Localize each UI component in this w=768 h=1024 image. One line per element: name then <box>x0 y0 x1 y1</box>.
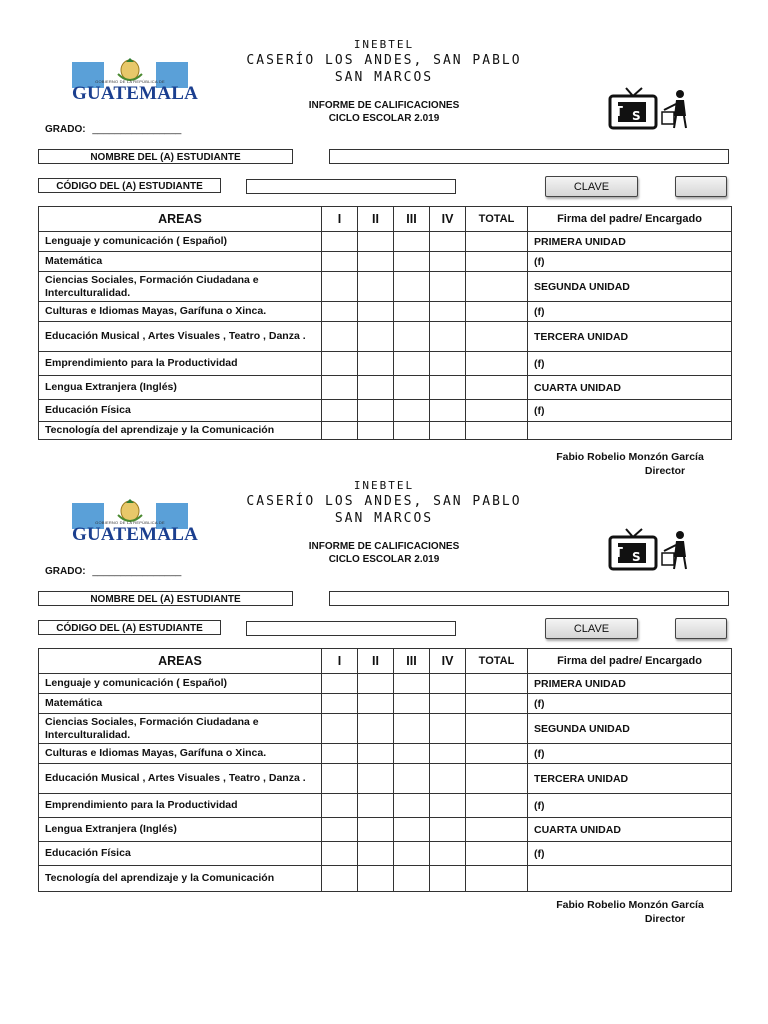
table-row <box>39 866 732 892</box>
unit-2-grade-cell[interactable] <box>358 694 394 714</box>
total-grade-cell[interactable] <box>466 322 528 352</box>
svg-text:S: S <box>632 550 641 564</box>
grades-body-bottom <box>39 674 732 892</box>
unit-2-grade-cell[interactable] <box>358 818 394 842</box>
unit-1-grade-cell[interactable] <box>322 302 358 322</box>
table-row <box>39 252 732 272</box>
col-unit-1: I <box>322 207 358 232</box>
unit-4-grade-cell[interactable] <box>430 674 466 694</box>
col-signature: Firma del padre/ Encargado <box>528 207 732 232</box>
unit-1-grade-cell[interactable] <box>322 744 358 764</box>
director-signature <box>520 898 740 926</box>
unit-3-grade-cell[interactable] <box>394 744 430 764</box>
total-grade-cell[interactable] <box>466 302 528 322</box>
area-name: Ciencias Sociales, Formación Ciudadana e Interculturalidad. <box>39 714 322 744</box>
table-row <box>39 322 732 352</box>
svg-text:T: T <box>614 546 623 561</box>
unit-2-grade-cell[interactable] <box>358 422 394 440</box>
table-row <box>39 302 732 322</box>
table-header-row <box>39 207 732 232</box>
unit-1-grade-cell[interactable] <box>322 866 358 892</box>
grades-table <box>38 206 732 440</box>
col-unit-3: III <box>394 207 430 232</box>
area-name: Lengua Extranjera (Inglés) <box>39 818 322 842</box>
unit-1-grade-cell[interactable] <box>322 272 358 302</box>
unit-1-grade-cell[interactable] <box>322 674 358 694</box>
unit-2-grade-cell[interactable] <box>358 866 394 892</box>
total-grade-cell[interactable] <box>466 674 528 694</box>
col-signature: Firma del padre/ Encargado <box>528 649 732 674</box>
total-grade-cell[interactable] <box>466 352 528 376</box>
logo-text: GUATEMALA <box>72 83 199 104</box>
unit-1-grade-cell[interactable] <box>322 376 358 400</box>
unit-4-grade-cell[interactable] <box>430 794 466 818</box>
signature-cell[interactable]: (f) <box>528 400 732 422</box>
signature-cell[interactable]: (f) <box>528 352 732 376</box>
unit-3-grade-cell[interactable] <box>394 714 430 744</box>
total-grade-cell[interactable] <box>466 794 528 818</box>
unit-4-grade-cell[interactable] <box>430 744 466 764</box>
table-row <box>39 376 732 400</box>
report-card-bottom <box>0 441 768 925</box>
unit-2-grade-cell[interactable] <box>358 400 394 422</box>
signature-cell[interactable]: CUARTA UNIDAD <box>528 818 732 842</box>
director-name: Fabio Robelio Monzón García <box>556 451 704 463</box>
unit-4-grade-cell[interactable] <box>430 400 466 422</box>
school-cycle: CICLO ESCOLAR 2.019 <box>328 113 440 124</box>
table-row <box>39 694 732 714</box>
area-name: Ciencias Sociales, Formación Ciudadana e Interculturalidad. <box>39 272 322 302</box>
signature-cell[interactable]: SEGUNDA UNIDAD <box>528 714 732 744</box>
unit-3-grade-cell[interactable] <box>394 400 430 422</box>
col-total: TOTAL <box>466 207 528 232</box>
col-areas: AREAS <box>39 649 322 674</box>
unit-4-grade-cell[interactable] <box>430 422 466 440</box>
place-line-2: SAN MARCOS <box>334 511 434 526</box>
unit-3-grade-cell[interactable] <box>394 794 430 818</box>
place-line-1: CASERÍO LOS ANDES, SAN PABLO <box>246 53 522 68</box>
signature-cell[interactable]: (f) <box>528 842 732 866</box>
logo-small-text: GOBIERNO DE LA REPÚBLICA DE <box>95 520 165 525</box>
total-grade-cell[interactable] <box>466 744 528 764</box>
unit-2-grade-cell[interactable] <box>358 352 394 376</box>
area-name: Culturas e Idiomas Mayas, Garífuna o Xinca. <box>39 302 322 322</box>
total-grade-cell[interactable] <box>466 694 528 714</box>
unit-4-grade-cell[interactable] <box>430 322 466 352</box>
area-name: Educación Física <box>39 842 322 866</box>
unit-4-grade-cell[interactable] <box>430 764 466 794</box>
unit-2-grade-cell[interactable] <box>358 302 394 322</box>
unit-2-grade-cell[interactable] <box>358 714 394 744</box>
svg-text:S: S <box>632 109 641 123</box>
col-total: TOTAL <box>466 649 528 674</box>
area-name: Lenguaje y comunicación ( Español) <box>39 674 322 694</box>
place-line-2: SAN MARCOS <box>334 70 434 85</box>
unit-3-grade-cell[interactable] <box>394 674 430 694</box>
unit-3-grade-cell[interactable] <box>394 322 430 352</box>
area-name: Culturas e Idiomas Mayas, Garífuna o Xinca. <box>39 744 322 764</box>
unit-3-grade-cell[interactable] <box>394 422 430 440</box>
table-row <box>39 232 732 252</box>
table-header-row <box>39 649 732 674</box>
svg-text:T: T <box>614 105 623 120</box>
unit-4-grade-cell[interactable] <box>430 302 466 322</box>
director-title: Director <box>644 913 686 925</box>
signature-cell[interactable]: TERCERA UNIDAD <box>528 764 732 794</box>
total-grade-cell[interactable] <box>466 422 528 440</box>
student-name-field[interactable] <box>329 149 729 164</box>
unit-2-grade-cell[interactable] <box>358 252 394 272</box>
unit-3-grade-cell[interactable] <box>394 818 430 842</box>
total-grade-cell[interactable] <box>466 400 528 422</box>
unit-1-grade-cell[interactable] <box>322 694 358 714</box>
col-unit-4: IV <box>430 207 466 232</box>
tv-icon <box>606 86 696 132</box>
unit-4-grade-cell[interactable] <box>430 252 466 272</box>
unit-3-grade-cell[interactable] <box>394 842 430 866</box>
col-unit-1: I <box>322 649 358 674</box>
unit-2-grade-cell[interactable] <box>358 376 394 400</box>
student-name-field[interactable] <box>329 591 729 606</box>
unit-3-grade-cell[interactable] <box>394 764 430 794</box>
grades-table <box>38 648 732 892</box>
tv-icon <box>606 527 696 573</box>
logo-text: GUATEMALA <box>72 524 199 545</box>
unit-1-grade-cell[interactable] <box>322 232 358 252</box>
table-row <box>39 818 732 842</box>
unit-3-grade-cell[interactable] <box>394 866 430 892</box>
unit-3-grade-cell[interactable] <box>394 376 430 400</box>
table-row <box>39 422 732 440</box>
signature-cell[interactable]: PRIMERA UNIDAD <box>528 674 732 694</box>
school-name: INEBTEL <box>353 479 415 492</box>
grade-label <box>45 566 181 577</box>
unit-4-grade-cell[interactable] <box>430 714 466 744</box>
total-grade-cell[interactable] <box>466 842 528 866</box>
unit-1-grade-cell[interactable] <box>322 400 358 422</box>
signature-cell[interactable] <box>528 422 732 440</box>
unit-2-grade-cell[interactable] <box>358 794 394 818</box>
total-grade-cell[interactable] <box>466 376 528 400</box>
total-grade-cell[interactable] <box>466 272 528 302</box>
total-grade-cell[interactable] <box>466 818 528 842</box>
logo-small-text: GOBIERNO DE LA REPÚBLICA DE <box>95 79 165 84</box>
table-row <box>39 764 732 794</box>
area-name: Matemática <box>39 252 322 272</box>
table-row <box>39 744 732 764</box>
grade-label-text: GRADO: <box>45 124 86 135</box>
student-code-field[interactable] <box>246 179 456 194</box>
student-code-label: CÓDIGO DEL (A) ESTUDIANTE <box>38 178 221 193</box>
col-unit-4: IV <box>430 649 466 674</box>
unit-1-grade-cell[interactable] <box>322 252 358 272</box>
table-row <box>39 352 732 376</box>
grade-label <box>45 124 181 135</box>
unit-1-grade-cell[interactable] <box>322 714 358 744</box>
report-title: INFORME DE CALIFICACIONES <box>308 541 460 552</box>
student-name-label: NOMBRE DEL (A) ESTUDIANTE <box>38 149 293 164</box>
unit-1-grade-cell[interactable] <box>322 322 358 352</box>
grade-field[interactable]: ________________ <box>92 124 182 135</box>
unit-4-grade-cell[interactable] <box>430 818 466 842</box>
student-code-label: CÓDIGO DEL (A) ESTUDIANTE <box>38 620 221 635</box>
signature-cell[interactable]: (f) <box>528 694 732 714</box>
area-name: Lenguaje y comunicación ( Español) <box>39 232 322 252</box>
grade-field[interactable]: ________________ <box>92 566 182 577</box>
unit-4-grade-cell[interactable] <box>430 866 466 892</box>
total-grade-cell[interactable] <box>466 764 528 794</box>
student-name-label: NOMBRE DEL (A) ESTUDIANTE <box>38 591 293 606</box>
unit-1-grade-cell[interactable] <box>322 794 358 818</box>
director-name: Fabio Robelio Monzón García <box>556 899 704 911</box>
unit-3-grade-cell[interactable] <box>394 694 430 714</box>
signature-cell[interactable]: SEGUNDA UNIDAD <box>528 272 732 302</box>
signature-cell[interactable]: CUARTA UNIDAD <box>528 376 732 400</box>
unit-3-grade-cell[interactable] <box>394 252 430 272</box>
report-card-top <box>0 0 768 477</box>
unit-1-grade-cell[interactable] <box>322 352 358 376</box>
signature-cell[interactable] <box>528 866 732 892</box>
col-areas: AREAS <box>39 207 322 232</box>
unit-4-grade-cell[interactable] <box>430 232 466 252</box>
signature-cell[interactable]: (f) <box>528 794 732 818</box>
col-unit-2: II <box>358 207 394 232</box>
area-name: Educación Musical , Artes Visuales , Teatro , Danza . <box>39 764 322 794</box>
table-row <box>39 400 732 422</box>
director-title: Director <box>644 465 686 477</box>
unit-3-grade-cell[interactable] <box>394 272 430 302</box>
signature-cell[interactable]: (f) <box>528 744 732 764</box>
table-row <box>39 272 732 302</box>
clave-button[interactable]: CLAVE <box>545 618 638 639</box>
table-row <box>39 714 732 744</box>
signature-cell[interactable]: (f) <box>528 252 732 272</box>
unit-2-grade-cell[interactable] <box>358 674 394 694</box>
grade-label-text: GRADO: <box>45 566 86 577</box>
grades-body-top <box>39 232 732 440</box>
place-line-1: CASERÍO LOS ANDES, SAN PABLO <box>246 494 522 509</box>
unit-4-grade-cell[interactable] <box>430 842 466 866</box>
report-title: INFORME DE CALIFICACIONES <box>308 100 460 111</box>
school-cycle: CICLO ESCOLAR 2.019 <box>328 554 440 565</box>
unit-3-grade-cell[interactable] <box>394 232 430 252</box>
total-grade-cell[interactable] <box>466 714 528 744</box>
unit-2-grade-cell[interactable] <box>358 272 394 302</box>
unit-2-grade-cell[interactable] <box>358 232 394 252</box>
table-row <box>39 794 732 818</box>
unit-4-grade-cell[interactable] <box>430 272 466 302</box>
unit-3-grade-cell[interactable] <box>394 302 430 322</box>
unit-1-grade-cell[interactable] <box>322 842 358 866</box>
total-grade-cell[interactable] <box>466 232 528 252</box>
area-name: Educación Física <box>39 400 322 422</box>
area-name: Emprendimiento para la Productividad <box>39 794 322 818</box>
unit-2-grade-cell[interactable] <box>358 764 394 794</box>
area-name: Tecnología del aprendizaje y la Comunicación <box>39 422 322 440</box>
table-row <box>39 842 732 866</box>
area-name: Emprendimiento para la Productividad <box>39 352 322 376</box>
unit-1-grade-cell[interactable] <box>322 764 358 794</box>
col-unit-3: III <box>394 649 430 674</box>
unit-3-grade-cell[interactable] <box>394 352 430 376</box>
school-name: INEBTEL <box>353 38 415 51</box>
signature-cell[interactable]: (f) <box>528 302 732 322</box>
clave-button[interactable]: CLAVE <box>545 176 638 197</box>
total-grade-cell[interactable] <box>466 866 528 892</box>
unit-4-grade-cell[interactable] <box>430 376 466 400</box>
signature-cell[interactable]: TERCERA UNIDAD <box>528 322 732 352</box>
area-name: Lengua Extranjera (Inglés) <box>39 376 322 400</box>
unit-4-grade-cell[interactable] <box>430 352 466 376</box>
total-grade-cell[interactable] <box>466 252 528 272</box>
unit-2-grade-cell[interactable] <box>358 842 394 866</box>
area-name: Tecnología del aprendizaje y la Comunicación <box>39 866 322 892</box>
unit-4-grade-cell[interactable] <box>430 694 466 714</box>
signature-cell[interactable]: PRIMERA UNIDAD <box>528 232 732 252</box>
unit-1-grade-cell[interactable] <box>322 422 358 440</box>
unit-2-grade-cell[interactable] <box>358 744 394 764</box>
clave-value-box[interactable] <box>675 618 727 639</box>
col-unit-2: II <box>358 649 394 674</box>
area-name: Educación Musical , Artes Visuales , Teatro , Danza . <box>39 322 322 352</box>
student-code-field[interactable] <box>246 621 456 636</box>
clave-value-box[interactable] <box>675 176 727 197</box>
table-row <box>39 674 732 694</box>
unit-1-grade-cell[interactable] <box>322 818 358 842</box>
area-name: Matemática <box>39 694 322 714</box>
unit-2-grade-cell[interactable] <box>358 322 394 352</box>
